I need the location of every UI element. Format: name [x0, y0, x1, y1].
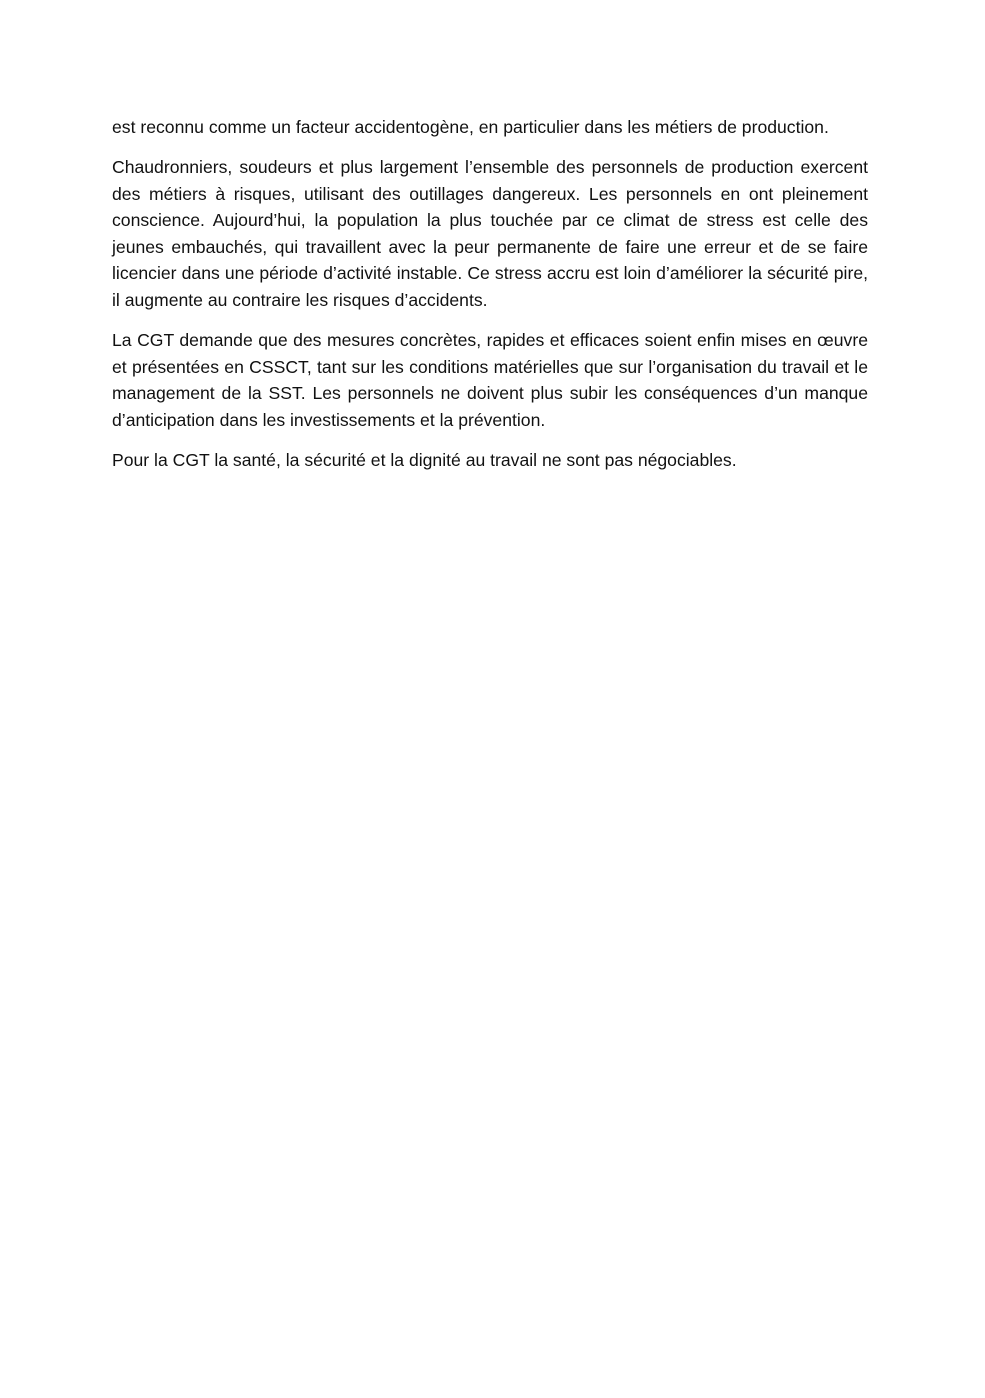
paragraph-production-workers: Chaudronniers, soudeurs et plus largement l’ensemble des personnels de production exercent des métiers à risques, utilisant des outillages dangereux. Les personnels en ont pleinement conscience. Aujourd’hui, la population la plus touchée par ce climat de stress est celle des jeunes embauchés, qui travaillent avec la peur permanente de faire une erreur et de se faire licencier dans une période d’activité instable. Ce stress accru est loin d’améliorer la sécurité pire, il augmente au contraire les risques d’accidents.: [112, 156, 868, 310]
paragraph-continuation: est reconnu comme un facteur accidentogène, en particulier dans les métiers de production.: [112, 117, 829, 137]
paragraph-conclusion: Pour la CGT la santé, la sécurité et la dignité au travail ne sont pas négociables.: [112, 449, 737, 470]
document-body: [112, 114, 868, 487]
paragraph-cgt-demands: La CGT demande que des mesures concrètes, rapides et efficaces soient enfin mises en œuvre et présentées en CSSCT, tant sur les conditions matérielles que sur l’organisation du travail et le management de la SST. Les personnels ne doivent plus subir les conséquences d’un manque d’anticipation dans les investissements et la prévention.: [112, 329, 868, 430]
